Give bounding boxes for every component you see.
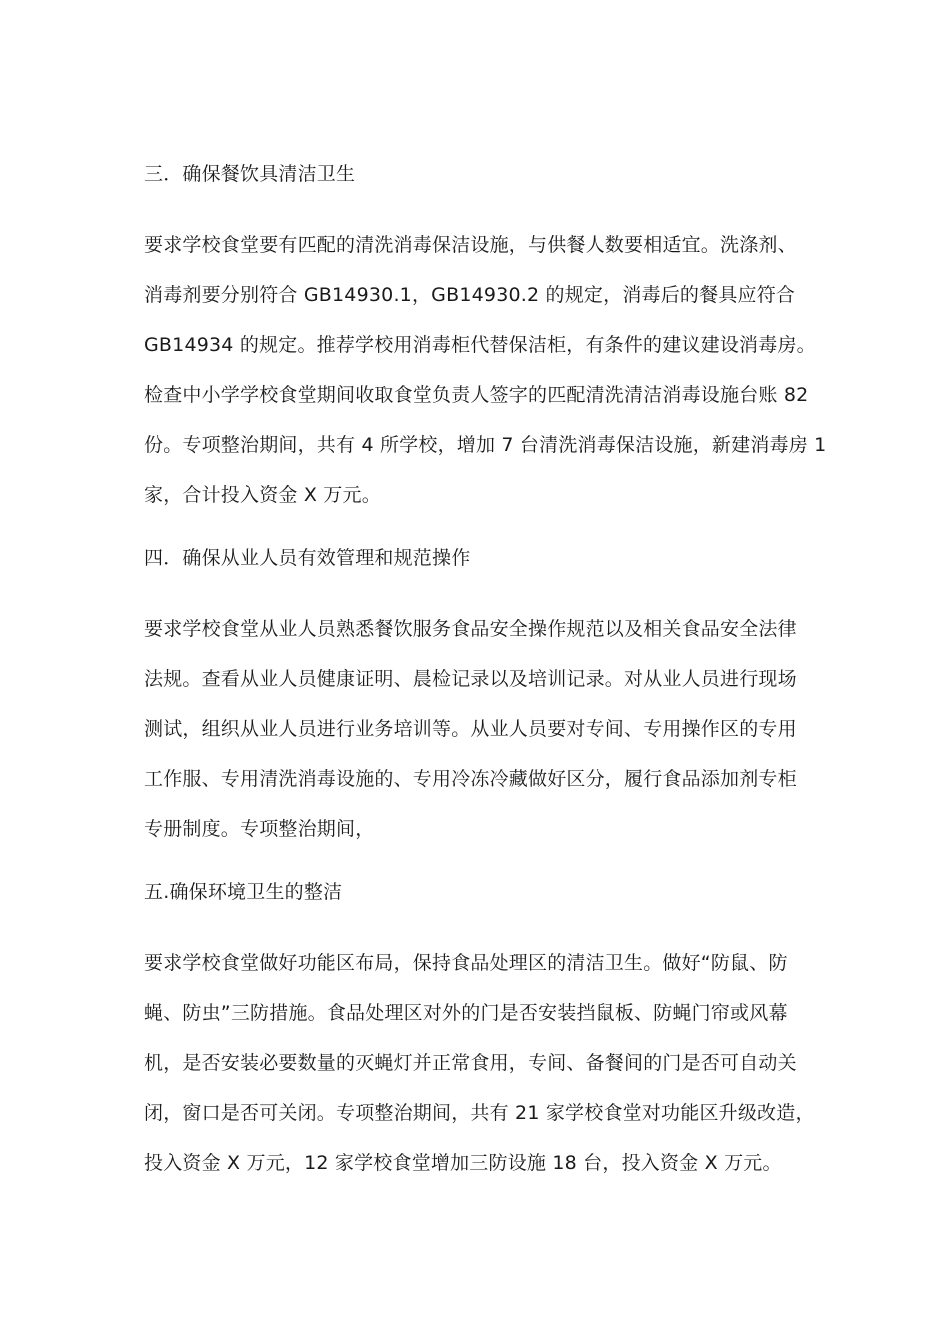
section-heading-3: 三．确保餐饮具清洁卫生 bbox=[144, 163, 356, 185]
paragraph-line: 专册制度。专项整治期间， bbox=[144, 818, 375, 840]
paragraph-line: 家，合计投入资金 X 万元。 bbox=[144, 484, 381, 506]
paragraph-line: 法规。查看从业人员健康证明、晨检记录以及培训记录。对从业人员进行现场 bbox=[144, 668, 797, 690]
paragraph-line: 蝇、防虫”三防措施。食品处理区对外的门是否安装挡鼠板、防蝇门帘或风幕 bbox=[144, 1002, 788, 1024]
section-paragraph-5 bbox=[144, 938, 815, 1188]
document-body bbox=[144, 158, 827, 1210]
section-paragraph-3 bbox=[144, 220, 827, 520]
section-heading-5: 五.确保环境卫生的整洁 bbox=[144, 881, 343, 903]
paragraph-line: 测试，组织从业人员进行业务培训等。从业人员要对专间、专用操作区的专用 bbox=[144, 718, 797, 740]
paragraph-line: 投入资金 X 万元，12 家学校食堂增加三防设施 18 台，投入资金 X 万元。 bbox=[144, 1152, 782, 1174]
paragraph-line: 检查中小学学校食堂期间收取食堂负责人签字的匹配清洗清洁消毒设施台账 82 bbox=[144, 384, 809, 406]
paragraph-line: 份。专项整治期间，共有 4 所学校，增加 7 台清洗消毒保洁设施，新建消毒房 1 bbox=[144, 434, 827, 456]
section-heading-4: 四．确保从业人员有效管理和规范操作 bbox=[144, 547, 471, 569]
paragraph-line: 消毒剂要分别符合 GB14930.1，GB14930.2 的规定，消毒后的餐具应符合 bbox=[144, 284, 796, 306]
section-paragraph-4 bbox=[144, 604, 806, 854]
paragraph-line: 工作服、专用清洗消毒设施的、专用冷冻冷藏做好区分，履行食品添加剂专柜 bbox=[144, 768, 797, 790]
paragraph-line: 要求学校食堂做好功能区布局，保持食品处理区的清洁卫生。做好“防鼠、防 bbox=[144, 952, 788, 974]
paragraph-line: 要求学校食堂从业人员熟悉餐饮服务食品安全操作规范以及相关食品安全法律 bbox=[144, 618, 797, 640]
paragraph-line: GB14934 的规定。推荐学校用消毒柜代替保洁柜，有条件的建议建设消毒房。 bbox=[144, 334, 816, 356]
paragraph-line: 要求学校食堂要有匹配的清洗消毒保洁设施，与供餐人数要相适宜。洗涤剂、 bbox=[144, 234, 797, 256]
paragraph-line: 闭，窗口是否可关闭。专项整治期间，共有 21 家学校食堂对功能区升级改造， bbox=[144, 1102, 815, 1124]
paragraph-line: 机，是否安装必要数量的灭蝇灯并正常食用，专间、备餐间的门是否可自动关 bbox=[144, 1052, 797, 1074]
